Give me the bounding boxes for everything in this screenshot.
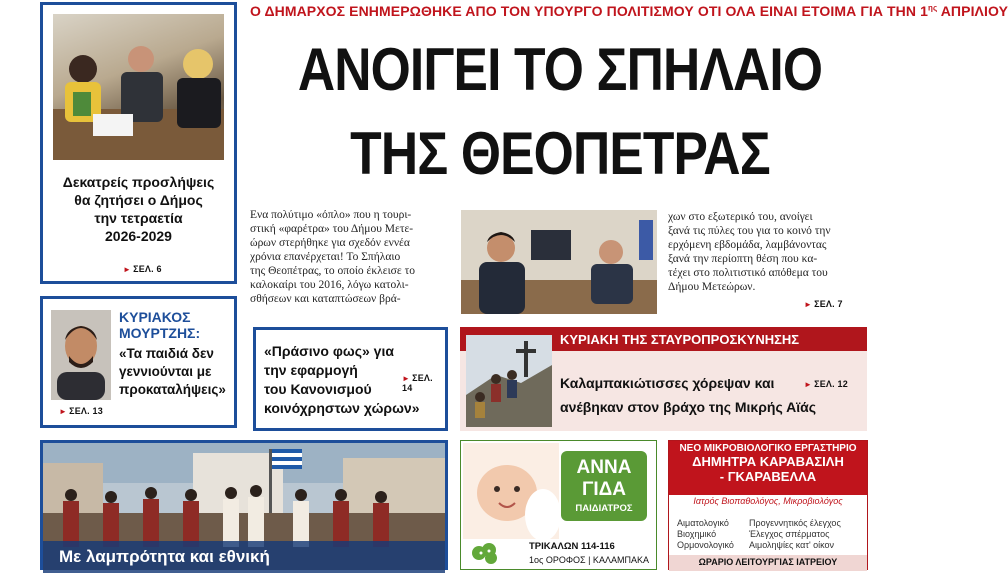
lab-header-line-3: - ΓΚΑΡΑΒΕΛΛΑ (719, 469, 817, 484)
microbiology-lab-ad[interactable] (668, 440, 868, 570)
flower-logo-icon (471, 541, 499, 565)
lab-doctor-title: Ιατρός Βιοπαθολόγος, Μικροβιολόγος (693, 496, 843, 506)
lab-header (669, 441, 867, 495)
recruitment-story-box (40, 2, 237, 284)
mayor-minister-photo (461, 210, 657, 314)
page-ref-arrow-icon: ► (59, 407, 68, 416)
pediatrician-ad[interactable] (460, 440, 657, 570)
regulation-page-ref[interactable]: ► ΣΕΛ. 14 (402, 373, 433, 393)
main-story-column-1: Ενα πολύτιμο «όπλο» που η τουρι- στική «φαρέτρα» του Δήμου Μετε- ώρων στερήθηκε για σχεδόν εννέα χρόνια επανέρχεται! Το Σπήλαιο της Θεοπέτρας, το οποίο έκλεισε το καλοκαίρι του 2016, λόγω κατολι- σθήσεων και καταπτώσεων βρά- (250, 209, 415, 305)
sunday-story-banner: ΚΥΡΙΑΚΗ ΤΗΣ ΣΤΑΥΡΟΠΡΟΣΚΥΝΗΣΗΣ (460, 327, 867, 351)
interviewee-portrait (51, 310, 111, 400)
parade-title[interactable]: Με λαμπρότητα και εθνική (59, 547, 270, 566)
doctor-last-name: ΓΙΔΑ (581, 479, 627, 500)
interview-quote[interactable]: «Τα παιδιά δεν γεννιούνται με προκαταλήψεις» (119, 346, 226, 397)
doctor-first-name: ΑΝΝΑ (576, 457, 632, 478)
main-headline-line-1[interactable]: ΑΝΟΙΓΕΙ ΤΟ ΣΠΗΛΑΙΟ (297, 36, 823, 103)
interview-page-ref[interactable]: ► ΣΕΛ. 13 (59, 406, 103, 416)
council-meeting-illustration (53, 14, 224, 160)
interview-box (40, 296, 237, 428)
doctor-address-line-1: ΤΡΙΚΑΛΩΝ 114-116 (529, 541, 615, 552)
page-ref-arrow-icon: ► (123, 265, 132, 274)
recruitment-title[interactable]: Δεκατρείς προσλήψεις θα ζητήσει ο Δήμος την τετραετία 2026-2029 (62, 174, 215, 244)
mayor-minister-illustration (461, 210, 657, 314)
interviewee-name: ΚΥΡΙΑΚΟΣ ΜΟΥΡΤΖΗΣ: (119, 309, 201, 341)
rock-dancers-photo (466, 335, 552, 427)
lab-header-line-2: ΔΗΜΗΤΡΑ ΚΑΡΑΒΑΣΙΛΗ (692, 454, 844, 469)
interviewee-photo (51, 310, 111, 400)
lab-hours-label: ΩΡΑΡΙΟ ΛΕΙΤΟΥΡΓΙΑΣ ΙΑΤΡΕΙΟΥ (698, 557, 838, 567)
sunday-story-page-ref[interactable]: ► ΣΕΛ. 12 (804, 379, 848, 389)
doctor-address-line-2: 1ος ΟΡΟΦΟΣ | ΚΑΛΑΜΠΑΚΑ (529, 555, 649, 565)
regulation-story-box (253, 327, 448, 431)
page-ref-arrow-icon: ► (804, 380, 813, 389)
lab-services-left: Αιματολογικό Βιοχημικό Ορμονολογικό (677, 518, 734, 550)
baby-illustration (463, 443, 559, 539)
doctor-specialty: ΠΑΙΔΙΑΤΡΟΣ (575, 503, 633, 514)
rock-dancers-illustration (466, 335, 552, 427)
lab-header-line-1: ΝΕΟ ΜΙΚΡΟΒΙΟΛΟΓΙΚΟ ΕΡΓΑΣΤΗΡΙΟ (679, 443, 857, 454)
page-ref-arrow-icon: ► (804, 300, 813, 309)
lab-services-right: Προγεννητικός έλεγχος Έλεγχος σπέρματος Αιμοληψίες κατ' οίκον (749, 518, 841, 550)
lab-hours-bar (669, 555, 867, 571)
parade-story-box (40, 440, 448, 570)
baby-photo (463, 443, 559, 539)
page-ref-arrow-icon: ► (402, 374, 411, 383)
main-headline-line-2[interactable]: ΤΗΣ ΘΕΟΠΕΤΡΑΣ (350, 120, 770, 187)
sunday-story-box (460, 327, 867, 431)
main-story-kicker: Ο ΔΗΜΑΡΧΟΣ ΕΝΗΜΕΡΩΘΗΚΕ ΑΠΟ ΤΟΝ ΥΠΟΥΡΓΟ ΠΟΛΙΤΙΣΜΟΥ ΟΤΙ ΟΛΑ ΕΙΝΑΙ ΕΤΟΙΜΑ ΓΙΑ ΤΗΝ $1^{\eta\varsigma}$ ΑΠΡΙΛΙΟΥ (250, 3, 1008, 19)
sunday-story-title[interactable]: Καλαμπακιώτισσες χόρεψαν και ανέβηκαν στον βράχο της Μικρής Αϊάς (560, 375, 816, 415)
doctor-name-panel (561, 451, 647, 521)
regulation-title[interactable]: «Πράσινο φως» για την εφαρμογή του Κανονισμού κοινόχρηστων χώρων» (264, 343, 420, 416)
main-story-column-2: χων στο εξωτερικό του, ανοίγει ξανά τις πύλες του για το κοινό την ερχόμενη εβδομάδα, λαμβάνοντας ξανά την περίοπτη θέση που κα- τέχει στο πολιτιστικό απόθεμα του Δήμου Μετεώρων. (668, 211, 831, 293)
recruitment-page-ref[interactable]: ► ΣΕΛ. 6 (123, 264, 162, 274)
main-story-page-ref[interactable]: ► ΣΕΛ. 7 (804, 299, 843, 309)
council-meeting-photo (53, 14, 224, 160)
